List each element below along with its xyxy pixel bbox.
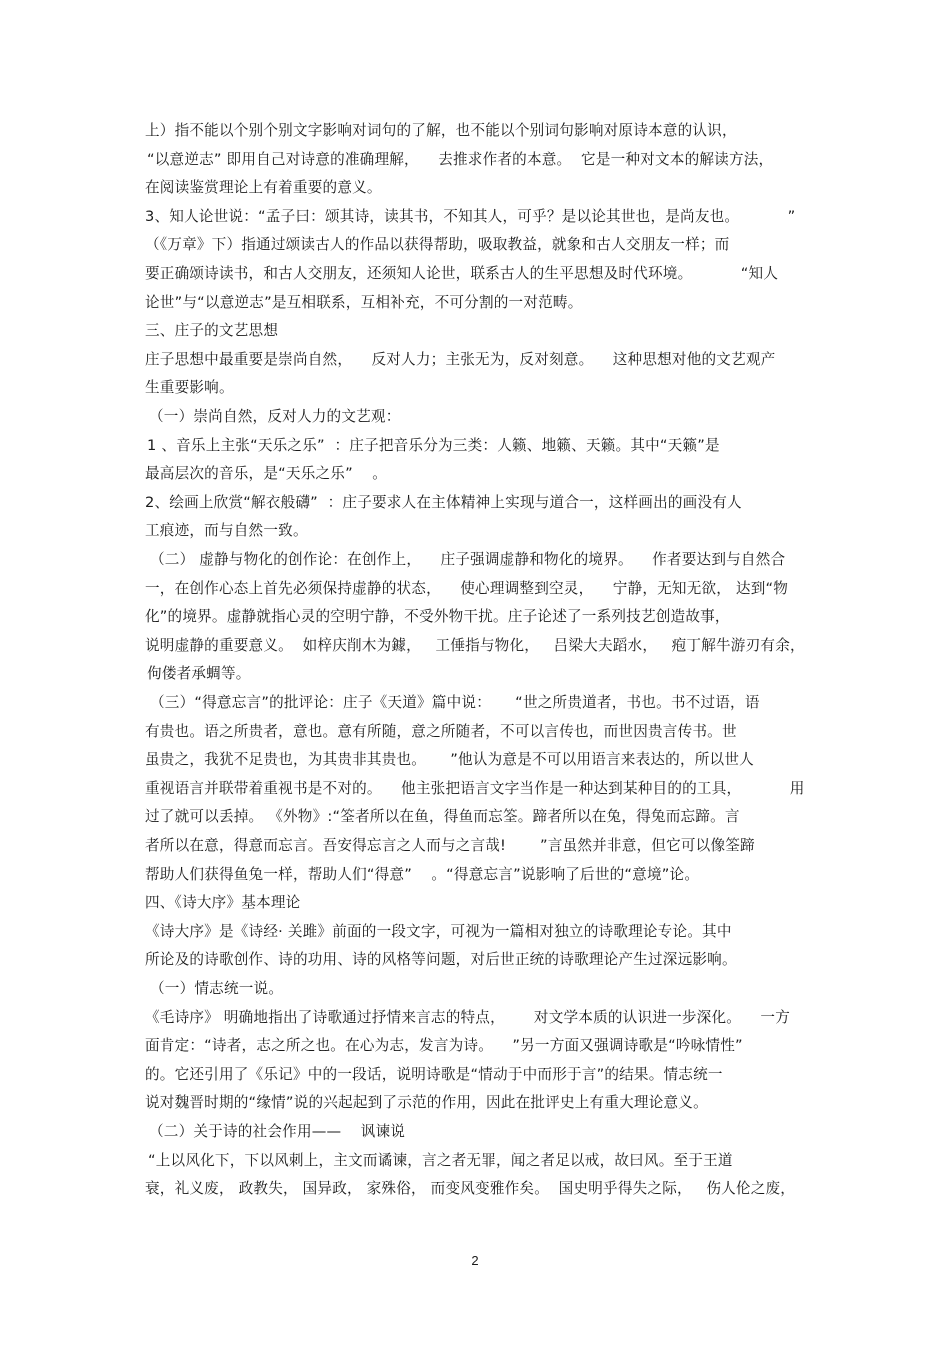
text-line: 虽贵之，我犹不足贵也，为其贵非其贵也。 ”他认为意是不可以用语言来表达的，所以世人 xyxy=(145,751,754,769)
text-line: （《万章》下）指通过颂读古人的作品以获得帮助，吸取教益，就象和古人交朋友一样；而 xyxy=(145,236,730,254)
text-line: “上以风化下，下以风刺上，主文而谲谏，言之者无罪，闻之者足以戒，故曰风。至于王道 xyxy=(148,1151,733,1169)
text-line: 1 、音乐上主张“天乐之乐” ：庄子把音乐分为三类：人籁、地籁、天籁。其中“天籁”是 xyxy=(147,436,720,454)
text-line: （二）关于诗的社会作用—— 讽谏说 xyxy=(149,1123,406,1140)
text-line: 工痕迹，而与自然一致。 xyxy=(145,522,308,540)
text-line: 说对魏晋时期的“缘情”说的兴起起到了示范的作用，因此在批评史上有重大理论意义。 xyxy=(145,1094,708,1112)
text-line: 一，在创作心态上首先必须保持虚静的状态， 使心理调整到空灵， 宁静，无知无欲， 达到“物 xyxy=(145,579,789,597)
text-line: 重视语言并联带着重视书是不对的。 他主张把语言文字当作是一种达到某种目的的工具， 用 xyxy=(145,779,805,797)
text-line: 三、庄子的文艺思想 xyxy=(145,322,279,340)
page-number: 2 xyxy=(471,1253,479,1268)
text-line: 论世”与“以意逆志”是互相联系，互相补充，不可分割的一对范畴。 xyxy=(145,293,583,311)
text-line: 《诗大序》是《诗经· 关雎》前面的一段文字，可视为一篇相对独立的诗歌理论专论。其中 xyxy=(145,922,732,940)
text-line: 有贵也。语之所贵者，意也。意有所随，意之所随者，不可以言传也，而世因贵言传书。世 xyxy=(145,722,737,740)
text-line: 最高层次的音乐，是“天乐之乐” 。 xyxy=(145,465,387,483)
text-line: 过了就可以丢掉。 《外物》:“筌者所以在鱼，得鱼而忘筌。蹄者所以在兔，得兔而忘蹄。言 xyxy=(145,808,740,826)
text-line: 衰，礼义废， 政教失， 国异政， 家殊俗， 而变风变雅作矣。 国史明乎得失之际， 伤人伦之废， xyxy=(145,1180,796,1198)
text-line: 3、知人论世说：“孟子曰：颂其诗，读其书，不知其人，可乎？是以论其世也，是尚友也。 ” xyxy=(145,207,796,225)
text-line: 所论及的诗歌创作、诗的功用、诗的风格等问题，对后世正统的诗歌理论产生过深远影响。 xyxy=(145,951,737,969)
text-line: （二） 虚静与物化的创作论：在创作上， 庄子强调虚静和物化的境界。 作者要达到与自然合 xyxy=(150,551,786,568)
text-line: 《毛诗序》 明确地指出了诗歌通过抒情来言志的特点， 对文学本质的认识进一步深化。 一方 xyxy=(145,1008,790,1026)
text-line: 2、绘画上欣赏“解衣般礴” ：庄子要求人在主体精神上实现与道合一，这样画出的画没有人 xyxy=(145,493,742,511)
text-line: 佝偻者承蜩等。 xyxy=(147,665,251,683)
text-line: 在阅读鉴赏理论上有着重要的意义。 xyxy=(145,179,382,197)
text-line: 四、《诗大序》基本理论 xyxy=(145,894,301,912)
text-line: 生重要影响。 xyxy=(145,379,234,397)
text-line: 庄子思想中最重要是崇尚自然， 反对人力；主张无为，反对刻意。 这种思想对他的文艺观产 xyxy=(145,350,776,368)
text-line: 上）指不能以个别个别文字影响对词句的了解，也不能以个别词句影响对原诗本意的认识， xyxy=(145,122,737,139)
text-line: 要正确颂诗读书，和古人交朋友，还须知人论世，联系古人的生平思想及时代环境。 “知人 xyxy=(145,265,779,282)
text-line: （三）“得意忘言”的批评论：庄子《天道》篇中说： “世之所贵道者，书也。书不过语，语 xyxy=(150,694,760,711)
text-line: 说明虚静的重要意义。 如梓庆削木为鐻， 工倕指与物化， 吕梁大夫蹈水， 疱丁解牛游刃有余， xyxy=(145,636,805,654)
text-line: 面肯定：“诗者，志之所之也。在心为志，发言为诗。 ”另一方面又强调诗歌是“吟咏情性” xyxy=(145,1037,743,1055)
text-line: （一）崇尚自然，反对人力的文艺观： xyxy=(149,408,401,425)
text-line: （一）情志统一说。 xyxy=(150,980,284,997)
text-line: 化”的境界。虚静就指心灵的空明宁静，不受外物干扰。庄子论述了一系列技艺创造故事， xyxy=(145,608,730,626)
text-line: 的。它还引用了《乐记》中的一段话，说明诗歌是“情动于中而形于言”的结果。情志统一 xyxy=(145,1065,723,1083)
text-line: 帮助人们获得鱼兔一样，帮助人们“得意” 。“得意忘言”说影响了后世的“意境”论。 xyxy=(145,865,700,883)
text-line: “以意逆志” 即用自己对诗意的准确理解， 去推求作者的本意。 它是一种对文本的解读方法， xyxy=(147,150,774,168)
text-line: 者所以在意，得意而忘言。吾安得忘言之人而与之言哉! ”言虽然并非意，但它可以像筌蹄 xyxy=(145,837,755,854)
